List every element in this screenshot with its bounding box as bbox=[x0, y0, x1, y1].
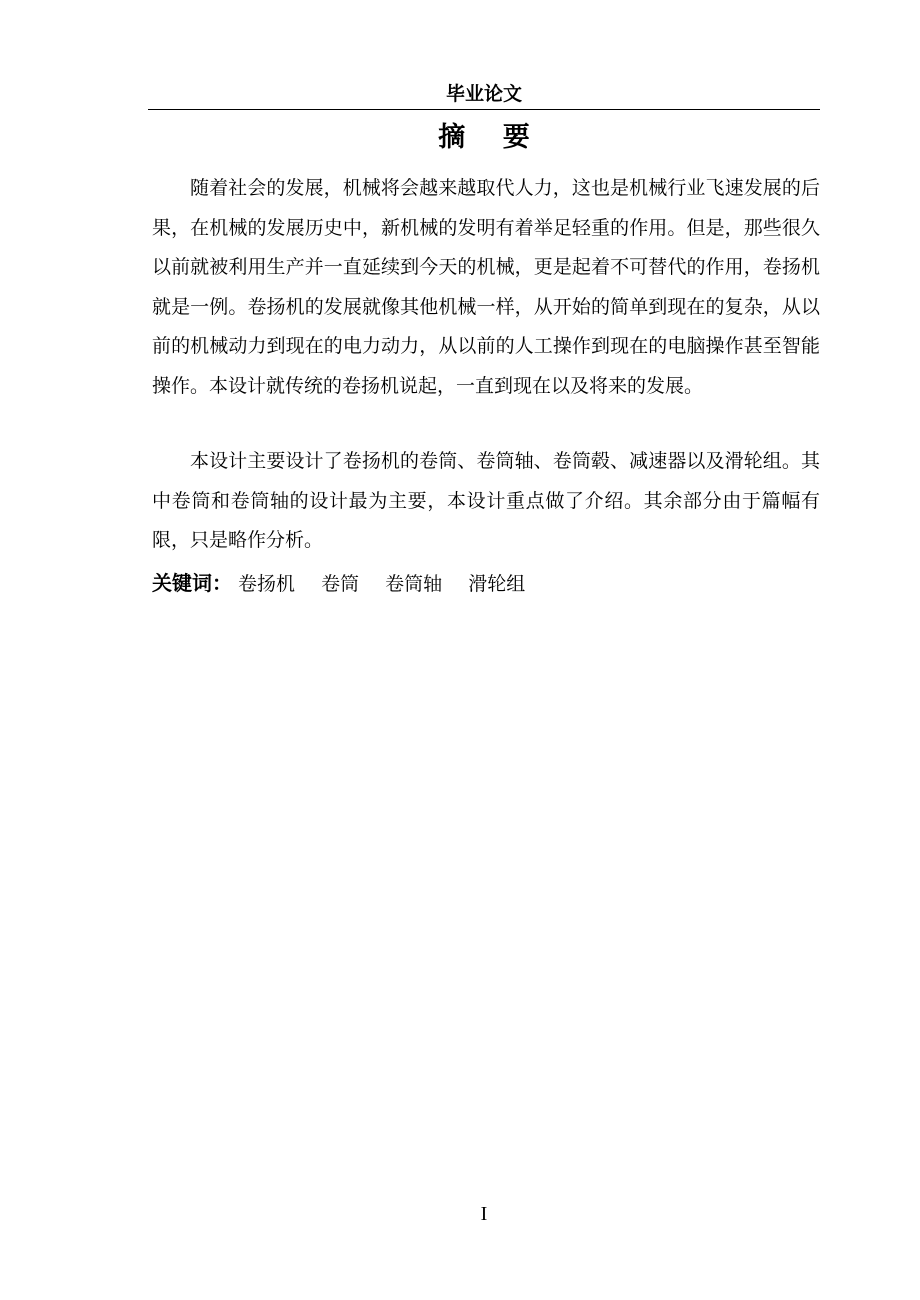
keyword-item: 滑轮组 bbox=[468, 573, 526, 595]
page-number: I bbox=[480, 1203, 488, 1225]
abstract-heading: 摘 要 bbox=[438, 122, 544, 153]
keyword-item: 卷筒 bbox=[321, 573, 360, 595]
running-header-title: 毕业论文 bbox=[445, 83, 522, 105]
abstract-paragraph-1: 随着社会的发展，机械将会越来越取代人力，这也是机械行业飞速发展的后果，在机械的发展历史中，新机械的发明有着举足轻重的作用。但是，那些很久以前就被利用生产并一直延续到今天的机械，更是起着不可替代的作用，卷扬机就是一例。卷扬机的发展就像其他机械一样，从开始的简单到现在的复杂，从以前的机械动力到现在的电力动力，从以前的人工操作到现在的电脑操作甚至智能操作。本设计就传统的卷扬机说起，一直到现在以及将来的发展。 bbox=[152, 177, 820, 397]
abstract-paragraph-2: 本设计主要设计了卷扬机的卷筒、卷筒轴、卷筒毂、减速器以及滑轮组。其中卷筒和卷筒轴的设计最为主要，本设计重点做了介绍。其余部分由于篇幅有限，只是略作分析。 bbox=[152, 450, 820, 552]
keyword-item: 卷扬机 bbox=[238, 573, 296, 595]
keyword-item: 卷筒轴 bbox=[385, 573, 443, 595]
keywords-label: 关键词： bbox=[152, 571, 232, 595]
keywords-line bbox=[152, 563, 820, 604]
header-divider bbox=[148, 109, 820, 110]
